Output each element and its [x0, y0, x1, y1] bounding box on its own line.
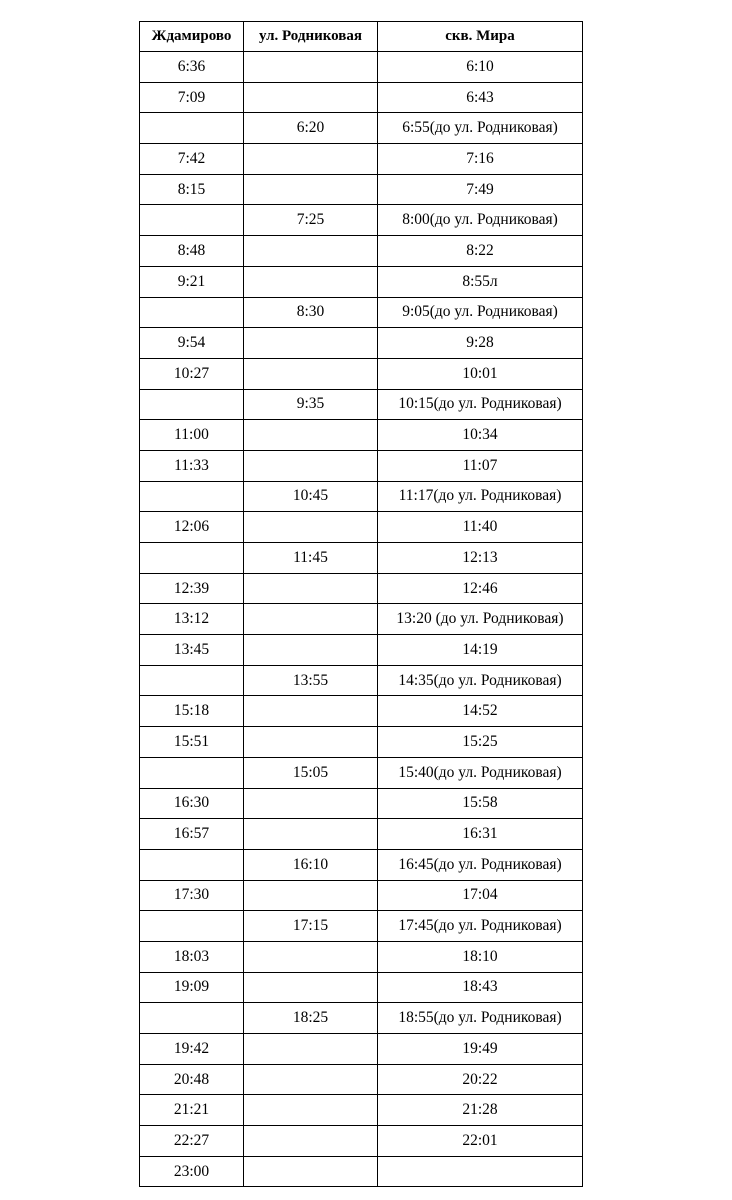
- cell-skv-mira: 19:49: [378, 1034, 583, 1065]
- cell-skv-mira: 15:25: [378, 727, 583, 758]
- table-row: [140, 389, 583, 420]
- table-row: [140, 941, 583, 972]
- cell-zhdamirovo: 9:54: [140, 328, 244, 359]
- cell-rodnikovaya: [244, 696, 378, 727]
- cell-skv-mira: 8:00(до ул. Родниковая): [378, 205, 583, 236]
- cell-zhdamirovo: 21:21: [140, 1095, 244, 1126]
- cell-skv-mira: 17:45(до ул. Родниковая): [378, 911, 583, 942]
- table-row: [140, 757, 583, 788]
- cell-rodnikovaya: 8:30: [244, 297, 378, 328]
- cell-rodnikovaya: [244, 174, 378, 205]
- cell-zhdamirovo: 15:18: [140, 696, 244, 727]
- table-row: [140, 635, 583, 666]
- cell-rodnikovaya: [244, 727, 378, 758]
- cell-rodnikovaya: 10:45: [244, 481, 378, 512]
- cell-rodnikovaya: [244, 1095, 378, 1126]
- cell-skv-mira: 17:04: [378, 880, 583, 911]
- table-row: [140, 236, 583, 267]
- cell-zhdamirovo: 9:21: [140, 266, 244, 297]
- cell-skv-mira: 10:15(до ул. Родниковая): [378, 389, 583, 420]
- cell-rodnikovaya: [244, 941, 378, 972]
- cell-zhdamirovo: 8:48: [140, 236, 244, 267]
- cell-rodnikovaya: [244, 573, 378, 604]
- table-row: [140, 1156, 583, 1187]
- table-body: [140, 52, 583, 1187]
- cell-skv-mira: 14:19: [378, 635, 583, 666]
- cell-rodnikovaya: [244, 52, 378, 83]
- cell-skv-mira: 8:22: [378, 236, 583, 267]
- cell-zhdamirovo: [140, 543, 244, 574]
- table-row: [140, 113, 583, 144]
- cell-zhdamirovo: [140, 911, 244, 942]
- cell-skv-mira: 6:43: [378, 82, 583, 113]
- table-row: [140, 297, 583, 328]
- table-row: [140, 1034, 583, 1065]
- bus-schedule-table: [139, 21, 583, 1187]
- cell-skv-mira: 13:20 (до ул. Родниковая): [378, 604, 583, 635]
- table-row: [140, 1095, 583, 1126]
- cell-rodnikovaya: 16:10: [244, 849, 378, 880]
- cell-zhdamirovo: 6:36: [140, 52, 244, 83]
- cell-skv-mira: 18:43: [378, 972, 583, 1003]
- cell-rodnikovaya: [244, 1034, 378, 1065]
- cell-rodnikovaya: [244, 358, 378, 389]
- table-header: [140, 22, 583, 52]
- cell-skv-mira: 11:07: [378, 450, 583, 481]
- table-row: [140, 358, 583, 389]
- cell-rodnikovaya: 13:55: [244, 665, 378, 696]
- cell-zhdamirovo: [140, 481, 244, 512]
- cell-rodnikovaya: 11:45: [244, 543, 378, 574]
- table-row: [140, 819, 583, 850]
- cell-zhdamirovo: 16:30: [140, 788, 244, 819]
- cell-rodnikovaya: 6:20: [244, 113, 378, 144]
- cell-zhdamirovo: 17:30: [140, 880, 244, 911]
- cell-zhdamirovo: [140, 757, 244, 788]
- cell-zhdamirovo: 7:42: [140, 144, 244, 175]
- table-row: [140, 727, 583, 758]
- cell-zhdamirovo: 11:33: [140, 450, 244, 481]
- cell-zhdamirovo: 13:12: [140, 604, 244, 635]
- cell-zhdamirovo: 7:09: [140, 82, 244, 113]
- table-row: [140, 266, 583, 297]
- table-row: [140, 573, 583, 604]
- cell-rodnikovaya: [244, 604, 378, 635]
- header-skv-mira: скв. Мира: [378, 22, 583, 52]
- cell-skv-mira: [378, 1156, 583, 1187]
- cell-zhdamirovo: 20:48: [140, 1064, 244, 1095]
- cell-skv-mira: 6:55(до ул. Родниковая): [378, 113, 583, 144]
- cell-rodnikovaya: [244, 819, 378, 850]
- cell-skv-mira: 18:55(до ул. Родниковая): [378, 1003, 583, 1034]
- cell-rodnikovaya: 17:15: [244, 911, 378, 942]
- cell-skv-mira: 10:01: [378, 358, 583, 389]
- table-row: [140, 205, 583, 236]
- table-row: [140, 880, 583, 911]
- cell-zhdamirovo: 12:06: [140, 512, 244, 543]
- table-row: [140, 788, 583, 819]
- cell-skv-mira: 14:35(до ул. Родниковая): [378, 665, 583, 696]
- cell-skv-mira: 7:16: [378, 144, 583, 175]
- cell-skv-mira: 18:10: [378, 941, 583, 972]
- cell-rodnikovaya: [244, 880, 378, 911]
- cell-skv-mira: 11:17(до ул. Родниковая): [378, 481, 583, 512]
- cell-skv-mira: 12:13: [378, 543, 583, 574]
- table-row: [140, 1126, 583, 1157]
- cell-rodnikovaya: [244, 450, 378, 481]
- table-row: [140, 1064, 583, 1095]
- cell-zhdamirovo: 15:51: [140, 727, 244, 758]
- cell-rodnikovaya: [244, 420, 378, 451]
- cell-zhdamirovo: 19:09: [140, 972, 244, 1003]
- cell-rodnikovaya: 18:25: [244, 1003, 378, 1034]
- cell-rodnikovaya: 15:05: [244, 757, 378, 788]
- table-row: [140, 543, 583, 574]
- cell-skv-mira: 15:40(до ул. Родниковая): [378, 757, 583, 788]
- table-row: [140, 328, 583, 359]
- table-row: [140, 849, 583, 880]
- table-row: [140, 665, 583, 696]
- table-row: [140, 174, 583, 205]
- cell-zhdamirovo: [140, 113, 244, 144]
- cell-skv-mira: 8:55л: [378, 266, 583, 297]
- cell-skv-mira: 10:34: [378, 420, 583, 451]
- cell-zhdamirovo: 18:03: [140, 941, 244, 972]
- cell-skv-mira: 14:52: [378, 696, 583, 727]
- cell-rodnikovaya: [244, 512, 378, 543]
- cell-rodnikovaya: [244, 972, 378, 1003]
- cell-skv-mira: 9:05(до ул. Родниковая): [378, 297, 583, 328]
- cell-rodnikovaya: [244, 266, 378, 297]
- header-zhdamirovo: Ждамирово: [140, 22, 244, 52]
- cell-zhdamirovo: 22:27: [140, 1126, 244, 1157]
- cell-rodnikovaya: [244, 1126, 378, 1157]
- cell-zhdamirovo: 23:00: [140, 1156, 244, 1187]
- cell-skv-mira: 11:40: [378, 512, 583, 543]
- cell-skv-mira: 12:46: [378, 573, 583, 604]
- cell-skv-mira: 7:49: [378, 174, 583, 205]
- cell-zhdamirovo: [140, 389, 244, 420]
- cell-zhdamirovo: [140, 665, 244, 696]
- cell-skv-mira: 6:10: [378, 52, 583, 83]
- cell-rodnikovaya: [244, 1064, 378, 1095]
- cell-rodnikovaya: 7:25: [244, 205, 378, 236]
- table-row: [140, 696, 583, 727]
- cell-zhdamirovo: 19:42: [140, 1034, 244, 1065]
- cell-skv-mira: 16:31: [378, 819, 583, 850]
- table-row: [140, 481, 583, 512]
- cell-zhdamirovo: 16:57: [140, 819, 244, 850]
- table-row: [140, 512, 583, 543]
- table-row: [140, 604, 583, 635]
- table-row: [140, 52, 583, 83]
- cell-zhdamirovo: 11:00: [140, 420, 244, 451]
- cell-skv-mira: 21:28: [378, 1095, 583, 1126]
- cell-zhdamirovo: [140, 297, 244, 328]
- cell-skv-mira: 15:58: [378, 788, 583, 819]
- cell-zhdamirovo: 12:39: [140, 573, 244, 604]
- cell-zhdamirovo: 10:27: [140, 358, 244, 389]
- cell-skv-mira: 20:22: [378, 1064, 583, 1095]
- table-row: [140, 420, 583, 451]
- cell-rodnikovaya: [244, 635, 378, 666]
- cell-zhdamirovo: 13:45: [140, 635, 244, 666]
- header-rodnikovaya: ул. Родниковая: [244, 22, 378, 52]
- cell-rodnikovaya: [244, 328, 378, 359]
- table-row: [140, 82, 583, 113]
- cell-rodnikovaya: [244, 82, 378, 113]
- cell-skv-mira: 22:01: [378, 1126, 583, 1157]
- cell-zhdamirovo: 8:15: [140, 174, 244, 205]
- cell-skv-mira: 9:28: [378, 328, 583, 359]
- cell-zhdamirovo: [140, 1003, 244, 1034]
- table-row: [140, 144, 583, 175]
- header-row: [140, 22, 583, 52]
- cell-rodnikovaya: [244, 788, 378, 819]
- cell-rodnikovaya: 9:35: [244, 389, 378, 420]
- table-row: [140, 972, 583, 1003]
- cell-rodnikovaya: [244, 1156, 378, 1187]
- cell-rodnikovaya: [244, 236, 378, 267]
- table-row: [140, 450, 583, 481]
- cell-skv-mira: 16:45(до ул. Родниковая): [378, 849, 583, 880]
- cell-zhdamirovo: [140, 205, 244, 236]
- cell-zhdamirovo: [140, 849, 244, 880]
- table-row: [140, 911, 583, 942]
- cell-rodnikovaya: [244, 144, 378, 175]
- table-row: [140, 1003, 583, 1034]
